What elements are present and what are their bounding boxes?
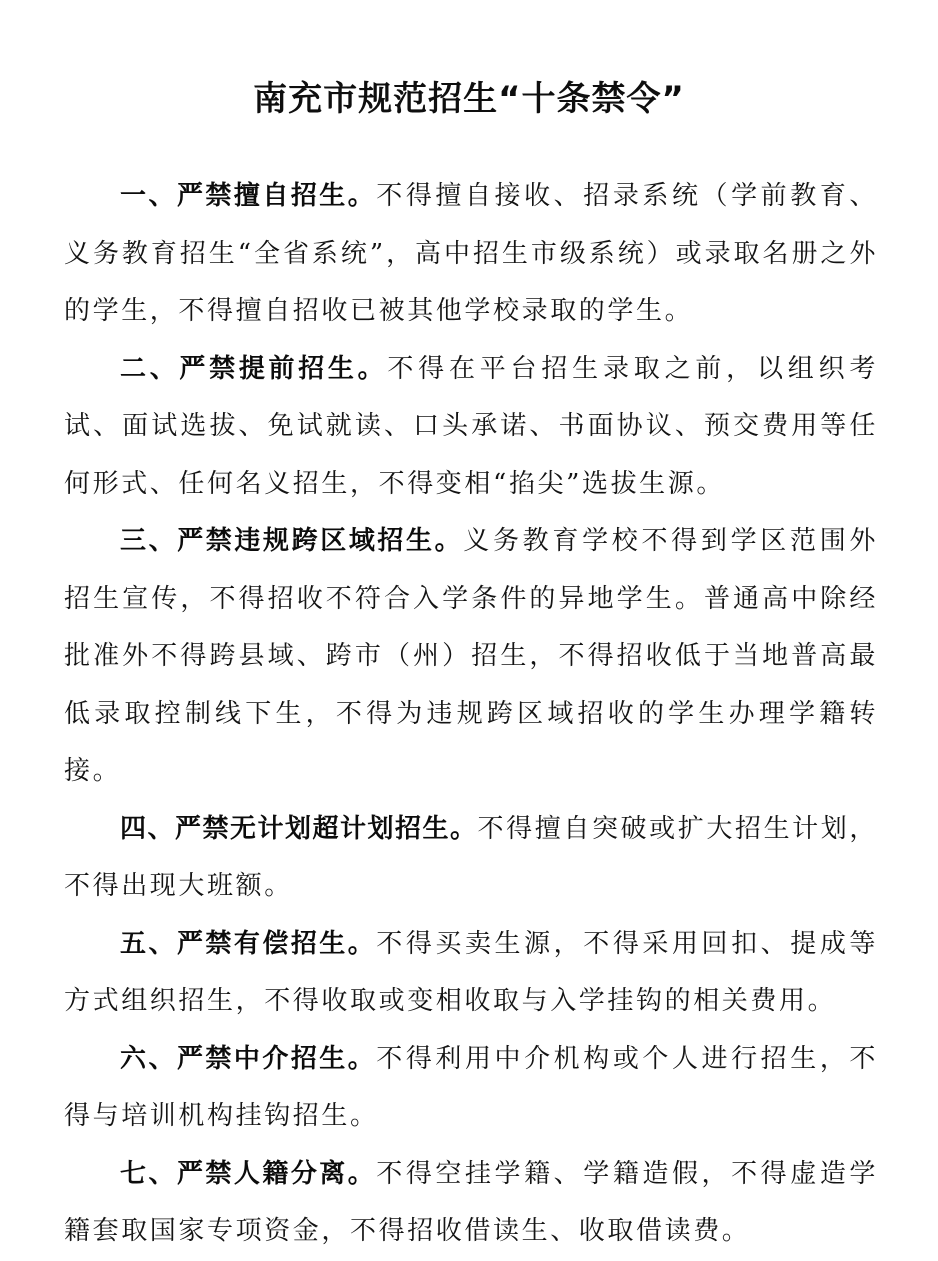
regulation-heading: 四、严禁无计划超计划招生。 <box>120 813 478 844</box>
regulation-heading: 六、严禁中介招生。 <box>120 1043 377 1074</box>
regulation-body: 不得空挂学籍、学籍造假，不得虚造学籍套取国家专项资金，不得招收借读生、收取借读费。 <box>64 1158 878 1246</box>
regulation-heading: 七、严禁人籍分离。 <box>120 1158 377 1189</box>
regulation-heading: 二、严禁提前招生。 <box>120 353 388 384</box>
regulation-heading: 一、严禁擅自招生。 <box>120 181 377 211</box>
regulation-body: 不得在平台招生录取之前，以组织考试、面试选拔、免试就读、口头承诺、书面协议、预交费用等任何形式、任何名义招生，不得变相“掐尖”选拔生源。 <box>64 353 878 499</box>
regulation-body: 义务教育学校不得到学区范围外招生宣传，不得招收不符合入学条件的异地学生。普通高中除经批准外不得跨县域、跨市（州）招生，不得招收低于当地普高最低录取控制线下生，不得为违规跨区域招收的学生办理学籍转接。 <box>64 526 878 786</box>
regulation-item-4 <box>64 801 878 916</box>
regulation-heading: 三、严禁违规跨区域招生。 <box>120 526 464 556</box>
regulation-item-1 <box>64 168 878 341</box>
regulation-body: 不得擅自接收、招录系统（学前教育、义务教育招生“全省系统”，高中招生市级系统）或录取名册之外的学生，不得擅自招收已被其他学校录取的学生。 <box>64 181 878 326</box>
regulation-body: 不得买卖生源，不得采用回扣、提成等方式组织招生，不得收取或变相收取与入学挂钩的相关费用。 <box>64 928 878 1016</box>
regulation-item-3 <box>64 513 878 801</box>
regulation-item-5 <box>64 916 878 1031</box>
regulation-body: 不得擅自突破或扩大招生计划，不得出现大班额。 <box>64 813 878 901</box>
regulation-body: 不得利用中介机构或个人进行招生，不得与培训机构挂钩招生。 <box>64 1043 878 1131</box>
page-title: 南充市规范招生“十条禁令” <box>253 78 685 119</box>
regulation-item-2 <box>64 341 878 514</box>
regulation-item-7 <box>64 1146 878 1261</box>
regulation-list <box>64 168 878 1261</box>
regulation-heading: 五、严禁有偿招生。 <box>120 928 377 959</box>
regulation-item-6 <box>64 1031 878 1146</box>
